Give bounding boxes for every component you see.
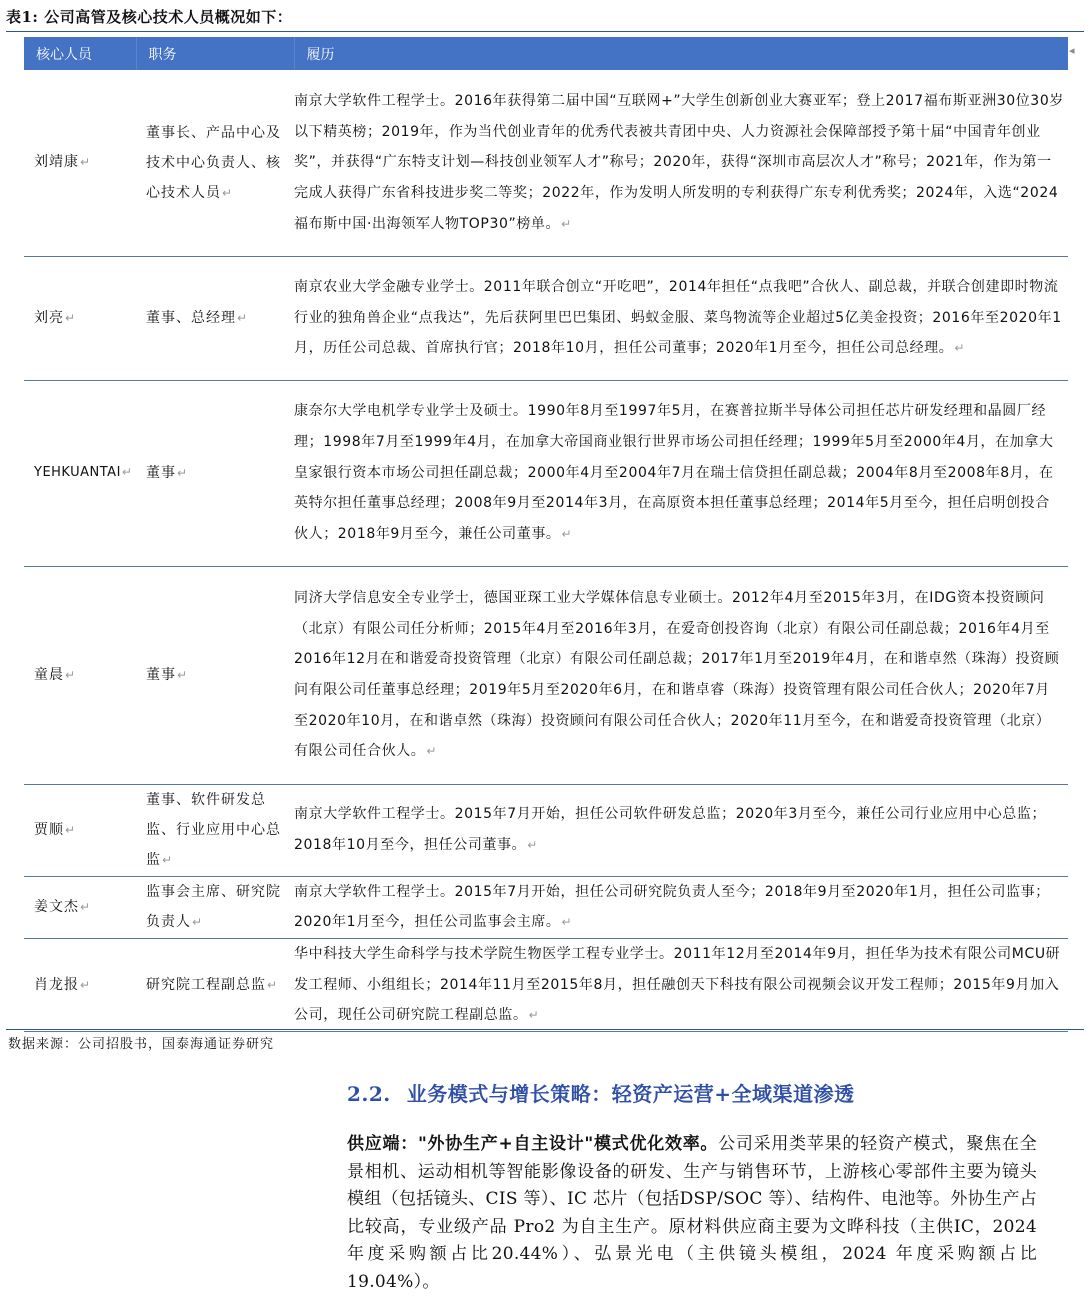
resume-text: 华中科技大学生命科学与技术学院生物医学工程专业学士。2011年12月至2014年9月，担任华为技术有限公司MCU研发工程师、小组组长；2014年11月至2015年8月，担任融创天下科技有限公司视频会议开发工程师；2015年9月加入公司，现任公司研究院工程副总监。 <box>294 945 1061 1024</box>
paragraph-mark-icon: ↵ <box>237 311 248 325</box>
name-text: 姜文杰 <box>34 898 79 915</box>
position-text: 监事会主席、研究院负责人 <box>146 884 281 931</box>
section-heading <box>347 1078 855 1107</box>
section-title: 业务模式与增长策略：轻资产运营+全域渠道渗透 <box>406 1082 855 1106</box>
table-row <box>24 256 1068 380</box>
paragraph-mark-icon: ↵ <box>954 341 965 356</box>
name-text: 刘亮 <box>34 309 64 326</box>
body-paragraph <box>347 1131 1037 1296</box>
name-text: 刘靖康 <box>34 154 79 171</box>
paragraph-mark-icon: ↵ <box>426 744 437 759</box>
row-resume <box>294 380 1068 566</box>
row-position <box>136 256 294 380</box>
resume-text: 南京大学软件工程学士。2015年7月开始，担任公司研究院负责人至今；2018年9月至2020年1月，担任公司监事；2020年1月至今，担任公司监事会主席。 <box>294 883 1050 931</box>
header-resume: 履历 <box>294 37 1068 70</box>
name-text: 肖龙报 <box>34 976 79 993</box>
row-resume <box>294 256 1068 380</box>
row-name <box>24 70 136 256</box>
paragraph-mark-icon: ↵ <box>80 899 91 914</box>
paragraph-mark-icon: ↵ <box>192 915 203 930</box>
resume-text: 同济大学信息安全专业学士，德国亚琛工业大学媒体信息专业硕士。2012年4月至2015年3月，在IDG资本投资顾问（北京）有限公司任分析师；2015年4月至2016年3月，在爱奇创投咨询（北京）有限公司任副总裁；2016年4月至2016年12月在和谐爱奇投资管理（北京）有限公司任副总裁；2017年1月至2019年4月，在和谐卓然（珠海）投资顾问有限公司任董事总经理；2019年5月至2020年6月，在和谐卓睿（珠海）投资管理有限公司任合伙人；2020年7月至2020年10月，在和谐卓然（珠海）投资顾问有限公司任合伙人；2020年11月至今，在和谐爱奇投资管理（北京）有限公司任合伙人。 <box>294 589 1060 760</box>
paragraph-body: 公司采用类苹果的轻资产模式，聚焦在全景相机、运动相机等智能影像设备的研发、生产与销售环节，上游核心零部件主要为镜头模组（包括镜头、CIS 等）、IC 芯片（包括DSP/SOC 等）、结构件、电池等。外协生产占比较高，专业级产品 Pro2 为自主生产。原材料供应商主要为文晔科技（主供IC，2024 年度采购额占比20.44%）、弘景光电（主供镜头模组，2024 年度采购额占比 19.04%）。 <box>347 1134 1037 1292</box>
position-text: 董事 <box>146 667 176 683</box>
row-name <box>24 566 136 784</box>
row-position <box>136 380 294 566</box>
row-resume <box>294 938 1068 1031</box>
row-position <box>136 784 294 876</box>
table-row <box>24 876 1068 938</box>
table-bottom-rule <box>6 1029 1084 1030</box>
resume-text: 南京农业大学金融专业学士。2011年联合创立“开吃吧”，2014年担任“点我吧”合伙人、副总裁，并联合创建即时物流行业的独角兽企业“点我达”，先后获阿里巴巴集团、蚂蚁金服、菜鸟物流等企业超过5亿美金投资；2016年至2020年1月，历任公司总裁、首席执行官；2018年10月，担任公司董事；2020年1月至今，担任公司总经理。 <box>294 278 1062 357</box>
table-row <box>24 938 1068 1031</box>
paragraph-mark-icon: ↵ <box>561 527 572 542</box>
header-position: 职务 <box>136 37 294 70</box>
position-text: 董事、总经理 <box>146 310 236 326</box>
row-name <box>24 876 136 938</box>
row-position <box>136 938 294 1031</box>
paragraph-mark-icon: ↵ <box>80 977 91 992</box>
paragraph-lead: 供应端："外协生产+自主设计"模式优化效率。 <box>347 1134 719 1154</box>
position-text: 董事 <box>146 465 176 481</box>
executives-table <box>24 37 1068 1032</box>
table-title-rule <box>6 31 1084 32</box>
table-header-row <box>24 37 1068 70</box>
table-title: 表1: 公司高管及核心技术人员概况如下： <box>6 8 293 26</box>
position-text: 研究院工程副总监 <box>146 976 266 993</box>
row-resume <box>294 876 1068 938</box>
paragraph-mark-icon: ↵ <box>121 465 132 480</box>
name-text: 童晨 <box>34 666 64 683</box>
side-marker-icon: ◂ <box>1069 44 1075 57</box>
resume-text: 南京大学软件工程学士。2015年7月开始，担任公司软件研发总监；2020年3月至今，兼任公司行业应用中心总监；2018年10月至今，担任公司董事。 <box>294 806 1047 853</box>
header-core-person: 核心人员 <box>24 37 136 70</box>
table-row <box>24 70 1068 256</box>
row-position <box>136 566 294 784</box>
paragraph-mark-icon: ↵ <box>267 977 278 992</box>
row-name <box>24 784 136 876</box>
section-number: 2.2. <box>347 1082 391 1106</box>
paragraph-mark-icon: ↵ <box>80 155 91 170</box>
paragraph-mark-icon: ↵ <box>177 466 188 480</box>
table-row <box>24 380 1068 566</box>
paragraph-mark-icon: ↵ <box>65 822 76 837</box>
paragraph-mark-icon: ↵ <box>528 1008 539 1023</box>
resume-text: 南京大学软件工程学士。2016年获得第二届中国“互联网+”大学生创新创业大赛亚军；登上2017福布斯亚洲30位30岁以下精英榜；2019年，作为当代创业青年的优秀代表被共青团中央、人力资源社会保障部授予第十届“中国青年创业奖”，并获得“广东特支计划—科技创业领军人才”称号；2020年，获得“深圳市高层次人才”称号；2021年，作为第一完成人获得广东省科技进步奖二等奖；2022年，作为发明人所发明的专利获得广东专利优秀奖；2024年，入选“2024福布斯中国·出海领军人物TOP30”榜单。 <box>294 92 1064 232</box>
paragraph-mark-icon: ↵ <box>222 185 233 200</box>
row-resume <box>294 566 1068 784</box>
paragraph-mark-icon: ↵ <box>561 915 572 930</box>
table-row <box>24 566 1068 784</box>
paragraph-mark-icon: ↵ <box>162 853 173 867</box>
position-text: 董事、软件研发总监、行业应用中心总监 <box>146 792 281 868</box>
paragraph-mark-icon: ↵ <box>527 838 538 852</box>
name-text: YEHKUANTAI <box>34 465 121 481</box>
row-position <box>136 876 294 938</box>
row-name <box>24 938 136 1031</box>
position-text: 董事长、产品中心及技术中心负责人、核心技术人员 <box>146 124 281 201</box>
row-name <box>24 256 136 380</box>
row-resume <box>294 70 1068 256</box>
paragraph-mark-icon: ↵ <box>561 216 572 231</box>
paragraph-mark-icon: ↵ <box>65 667 76 682</box>
source-note: 数据来源：公司招股书，国泰海通证券研究 <box>8 1037 275 1052</box>
resume-text: 康奈尔大学电机学专业学士及硕士。1990年8月至1997年5月，在赛普拉斯半导体公司担任芯片研发经理和晶圆厂经理；1998年7月至1999年4月，在加拿大帝国商业银行世界市场公司担任经理；1999年5月至2000年4月，在加拿大皇家银行资本市场公司担任副总裁；2000年4月至2004年7月在瑞士信贷担任副总裁；2004年8月至2008年8月，在英特尔担任董事总经理；2008年9月至2014年3月，在高原资本担任董事总经理；2014年5月至今，担任启明创投合伙人；2018年9月至今，兼任公司董事。 <box>294 403 1054 543</box>
paragraph-mark-icon: ↵ <box>65 310 76 325</box>
table-row <box>24 784 1068 876</box>
row-position <box>136 70 294 256</box>
row-name <box>24 380 136 566</box>
row-resume <box>294 784 1068 876</box>
paragraph-mark-icon: ↵ <box>177 668 188 682</box>
name-text: 贾顺 <box>34 821 64 838</box>
